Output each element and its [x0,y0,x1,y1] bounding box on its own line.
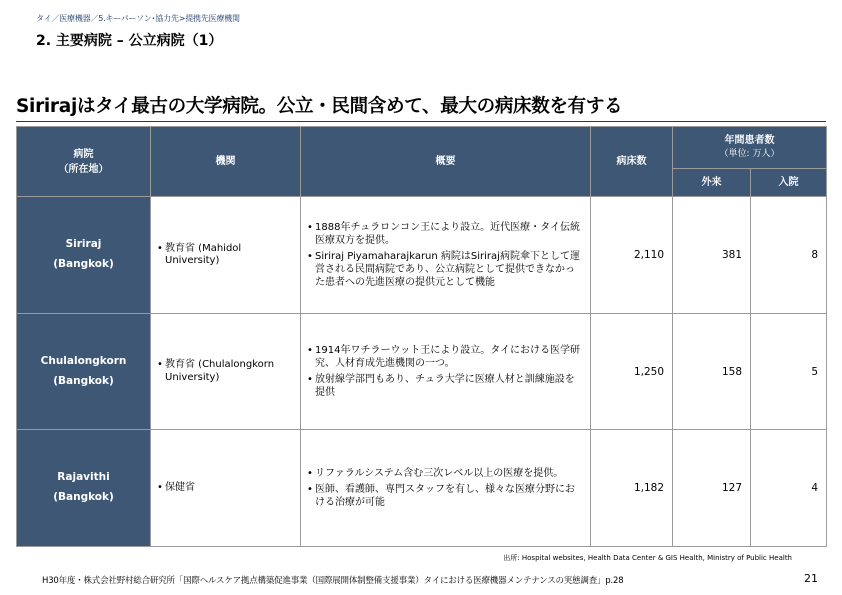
institution-text: • 教育省 (Chulalongkorn University) [157,359,294,384]
hospital-table [16,126,827,547]
overview-cell [301,314,591,430]
table-row-rajavithi [17,430,827,547]
inpatient-value: 4 [751,430,827,547]
header-institution: 機関 [151,127,301,197]
institution-cell [151,314,301,430]
overview-item: • 医師、看護師、専門スタッフを有し、様々な医療分野における治療が可能 [307,483,584,509]
overview-item: • 1914年ワチラーウット王により設立。タイにおける医学研究、人材育成先進機関の一つ。 [307,344,584,370]
headline-divider [16,121,826,122]
beds-value: 1,250 [591,314,673,430]
source-note: 出所: Hospital websites, Health Data Center & GIS Health, Ministry of Public Health [503,554,792,562]
header-inpatient: 入院 [751,169,827,197]
breadcrumb: タイ／医療機器／5.キーパーソン･協力先>提携先医療機関 [36,14,240,23]
institution-text: • 教育省 (Mahidol University) [157,243,294,268]
overview-item: • 放射線学部門もあり、チュラ大学に医療人材と訓練施設を提供 [307,373,584,399]
hospital-cell [17,314,151,430]
header-hospital-label: 病院 [73,148,94,160]
outpatient-value: 158 [673,314,751,430]
header-overview: 概要 [301,127,591,197]
header-hospital-sub: （所在地） [58,163,109,175]
header-beds: 病床数 [591,127,673,197]
overview-cell [301,430,591,547]
page-headline: Sirirajはタイ最古の大学病院。公立・民間含めて、最大の病床数を有する [16,96,623,117]
overview-item: • 1888年チュラロンコン王により設立。近代医療・タイ伝統医療双方を提供。 [307,221,584,247]
header-annual-patients-label: 年間患者数 [724,135,775,147]
inpatient-value: 5 [751,314,827,430]
page-number: 21 [804,572,818,585]
hospital-location: (Bangkok) [53,374,114,387]
hospital-name: Chulalongkorn [40,354,127,367]
beds-value: 2,110 [591,197,673,314]
institution-text: • 保健省 [157,482,294,495]
hospital-name: Rajavithi [57,471,110,484]
hospital-cell [17,197,151,314]
beds-value: 1,182 [591,430,673,547]
inpatient-value: 8 [751,197,827,314]
institution-cell [151,197,301,314]
overview-cell [301,197,591,314]
table-row-chulalongkorn [17,314,827,430]
hospital-cell [17,430,151,547]
hospital-location: (Bangkok) [53,491,114,503]
overview-item: • リファラルシステム含む三次レベル以上の医療を提供。 [307,467,584,480]
hospital-location: (Bangkok) [53,258,114,270]
overview-item: • Siriraj Piyamaharajkarun 病院はSiriraj病院傘下として運営される民間病院であり、公立病院として提供できなかった患者への先進医療の提供元として機能 [307,250,584,289]
section-title: 2. 主要病院 – 公立病院（1） [36,33,223,49]
table-row-siriraj [17,197,827,314]
outpatient-value: 127 [673,430,751,547]
outpatient-value: 381 [673,197,751,314]
header-hospital [17,127,151,197]
header-annual-patients [673,127,827,169]
institution-cell [151,430,301,547]
hospital-name: Siriraj [65,238,102,251]
header-annual-patients-unit: （単位: 万人） [719,149,780,160]
header-outpatient: 外来 [673,169,751,197]
footer-citation: H30年度・株式会社野村総合研究所「国際ヘルスケア拠点構築促進事業（国際展開体制整備支援事業）タイにおける医療機器メンテナンスの実態調査」p.28 [42,576,624,586]
